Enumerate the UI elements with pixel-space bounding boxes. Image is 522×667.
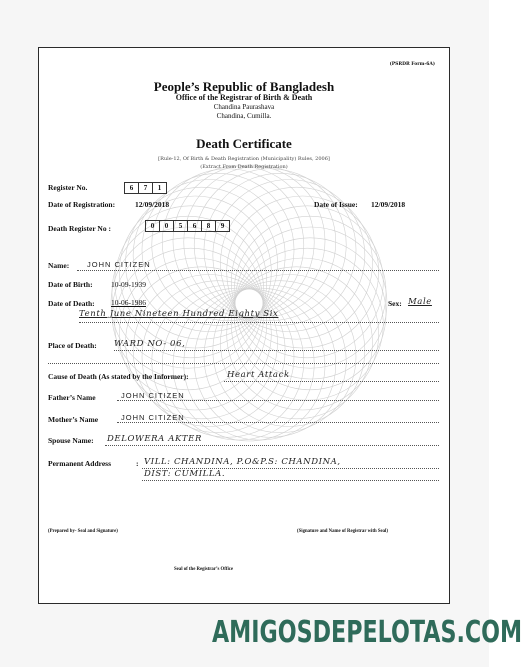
name-label: Name:: [48, 261, 70, 270]
death-register-no-label: Death Register No :: [48, 224, 111, 233]
spouse-label: Spouse Name:: [48, 436, 94, 445]
paurashava-name: Chandina Paurashava: [213, 103, 275, 111]
father-name: JOHN CITIZEN: [121, 391, 185, 400]
address-colon: :: [136, 459, 139, 468]
office-location: Chandina, Cumilla.: [216, 112, 272, 120]
death-register-digit: 9: [215, 220, 230, 232]
deceased-name: JOHN CITIZEN: [87, 260, 151, 269]
office-heading: Office of the Registrar of Birth & Death: [175, 93, 313, 102]
address-dotted-line-2: [142, 480, 439, 481]
register-digit: 6: [124, 182, 139, 194]
register-no-label: Register No.: [48, 183, 88, 192]
father-label: Father’s Name: [48, 393, 96, 402]
death-date-label: Date of Death:: [48, 299, 95, 308]
mother-label: Mother’s Name: [48, 415, 99, 424]
place-dotted-line-2: [48, 363, 439, 364]
site-brand-watermark: AMIGOSDEPELOTAS.COM: [212, 615, 522, 650]
registration-date: 12/09/2018: [135, 200, 170, 209]
birth-date: 10-09-1939: [111, 280, 146, 289]
rosette-ring: [173, 165, 325, 317]
republic-heading: People’s Republic of Bangladesh: [153, 79, 335, 94]
mother-dotted-line: [117, 422, 439, 423]
death-register-digit: 8: [201, 220, 216, 232]
death-register-digit: 6: [187, 220, 202, 232]
certificate-title: Death Certificate: [196, 136, 292, 151]
registrar-signature-label: (Signature and Name of Registrar with Seal): [297, 529, 388, 534]
register-digit: 7: [138, 182, 153, 194]
registration-date-label: Date of Registration:: [48, 200, 116, 209]
death-register-digit: 5: [173, 220, 188, 232]
death-certificate: [38, 47, 450, 604]
death-register-digit: 0: [145, 220, 160, 232]
death-words-dotted-line: [79, 322, 439, 323]
death-date-words: Tenth June Nineteen Hundred Eighty Six: [79, 309, 279, 319]
birth-date-label: Date of Birth:: [48, 280, 93, 289]
father-dotted-line: [117, 400, 439, 401]
prepared-by-label: (Prepared by- Seal and Signature): [48, 529, 118, 534]
death-register-no-boxes: [146, 220, 230, 232]
register-no-boxes: [125, 182, 167, 194]
form-code: (PSRDR Form-6A): [389, 62, 435, 67]
place-of-death-label: Place of Death:: [48, 341, 97, 350]
cause-of-death: Heart Attack: [227, 370, 290, 380]
address-line-2: DIST: CUMILLA.: [144, 469, 226, 479]
issue-date: 12/09/2018: [371, 200, 406, 209]
sex-label: Sex:: [388, 299, 402, 308]
cause-dotted-line: [224, 381, 439, 382]
issue-date-label: Date of Issue:: [314, 200, 358, 209]
office-seal-label: Seal of the Registrar’s Office: [174, 567, 234, 572]
cause-label: Cause of Death (As stated by the Informer):: [48, 372, 189, 381]
spouse-dotted-line: [105, 445, 439, 446]
death-register-digit: 0: [159, 220, 174, 232]
rosette-ring: [235, 227, 387, 379]
register-digit: 1: [152, 182, 167, 194]
address-label: Permanent Address: [48, 459, 111, 468]
address-line-1: VILL: CHANDINA, P.O&P.S: CHANDINA,: [144, 457, 341, 467]
name-dotted-line: [77, 270, 439, 271]
sex-value: Male: [408, 297, 432, 307]
place-of-death: WARD NO- 06,: [114, 339, 186, 349]
mother-name: JOHN CITIZEN: [121, 413, 185, 422]
spouse-name: DELOWERA AKTER: [107, 434, 202, 444]
death-date: 10-06-1986: [111, 298, 146, 307]
extract-note: (Extract From Death Registration): [200, 164, 288, 170]
rule-reference: [Rule-12, Of Birth & Death Registration (Municipality) Rules, 2006]: [158, 156, 330, 162]
place-dotted-line: [114, 350, 439, 351]
